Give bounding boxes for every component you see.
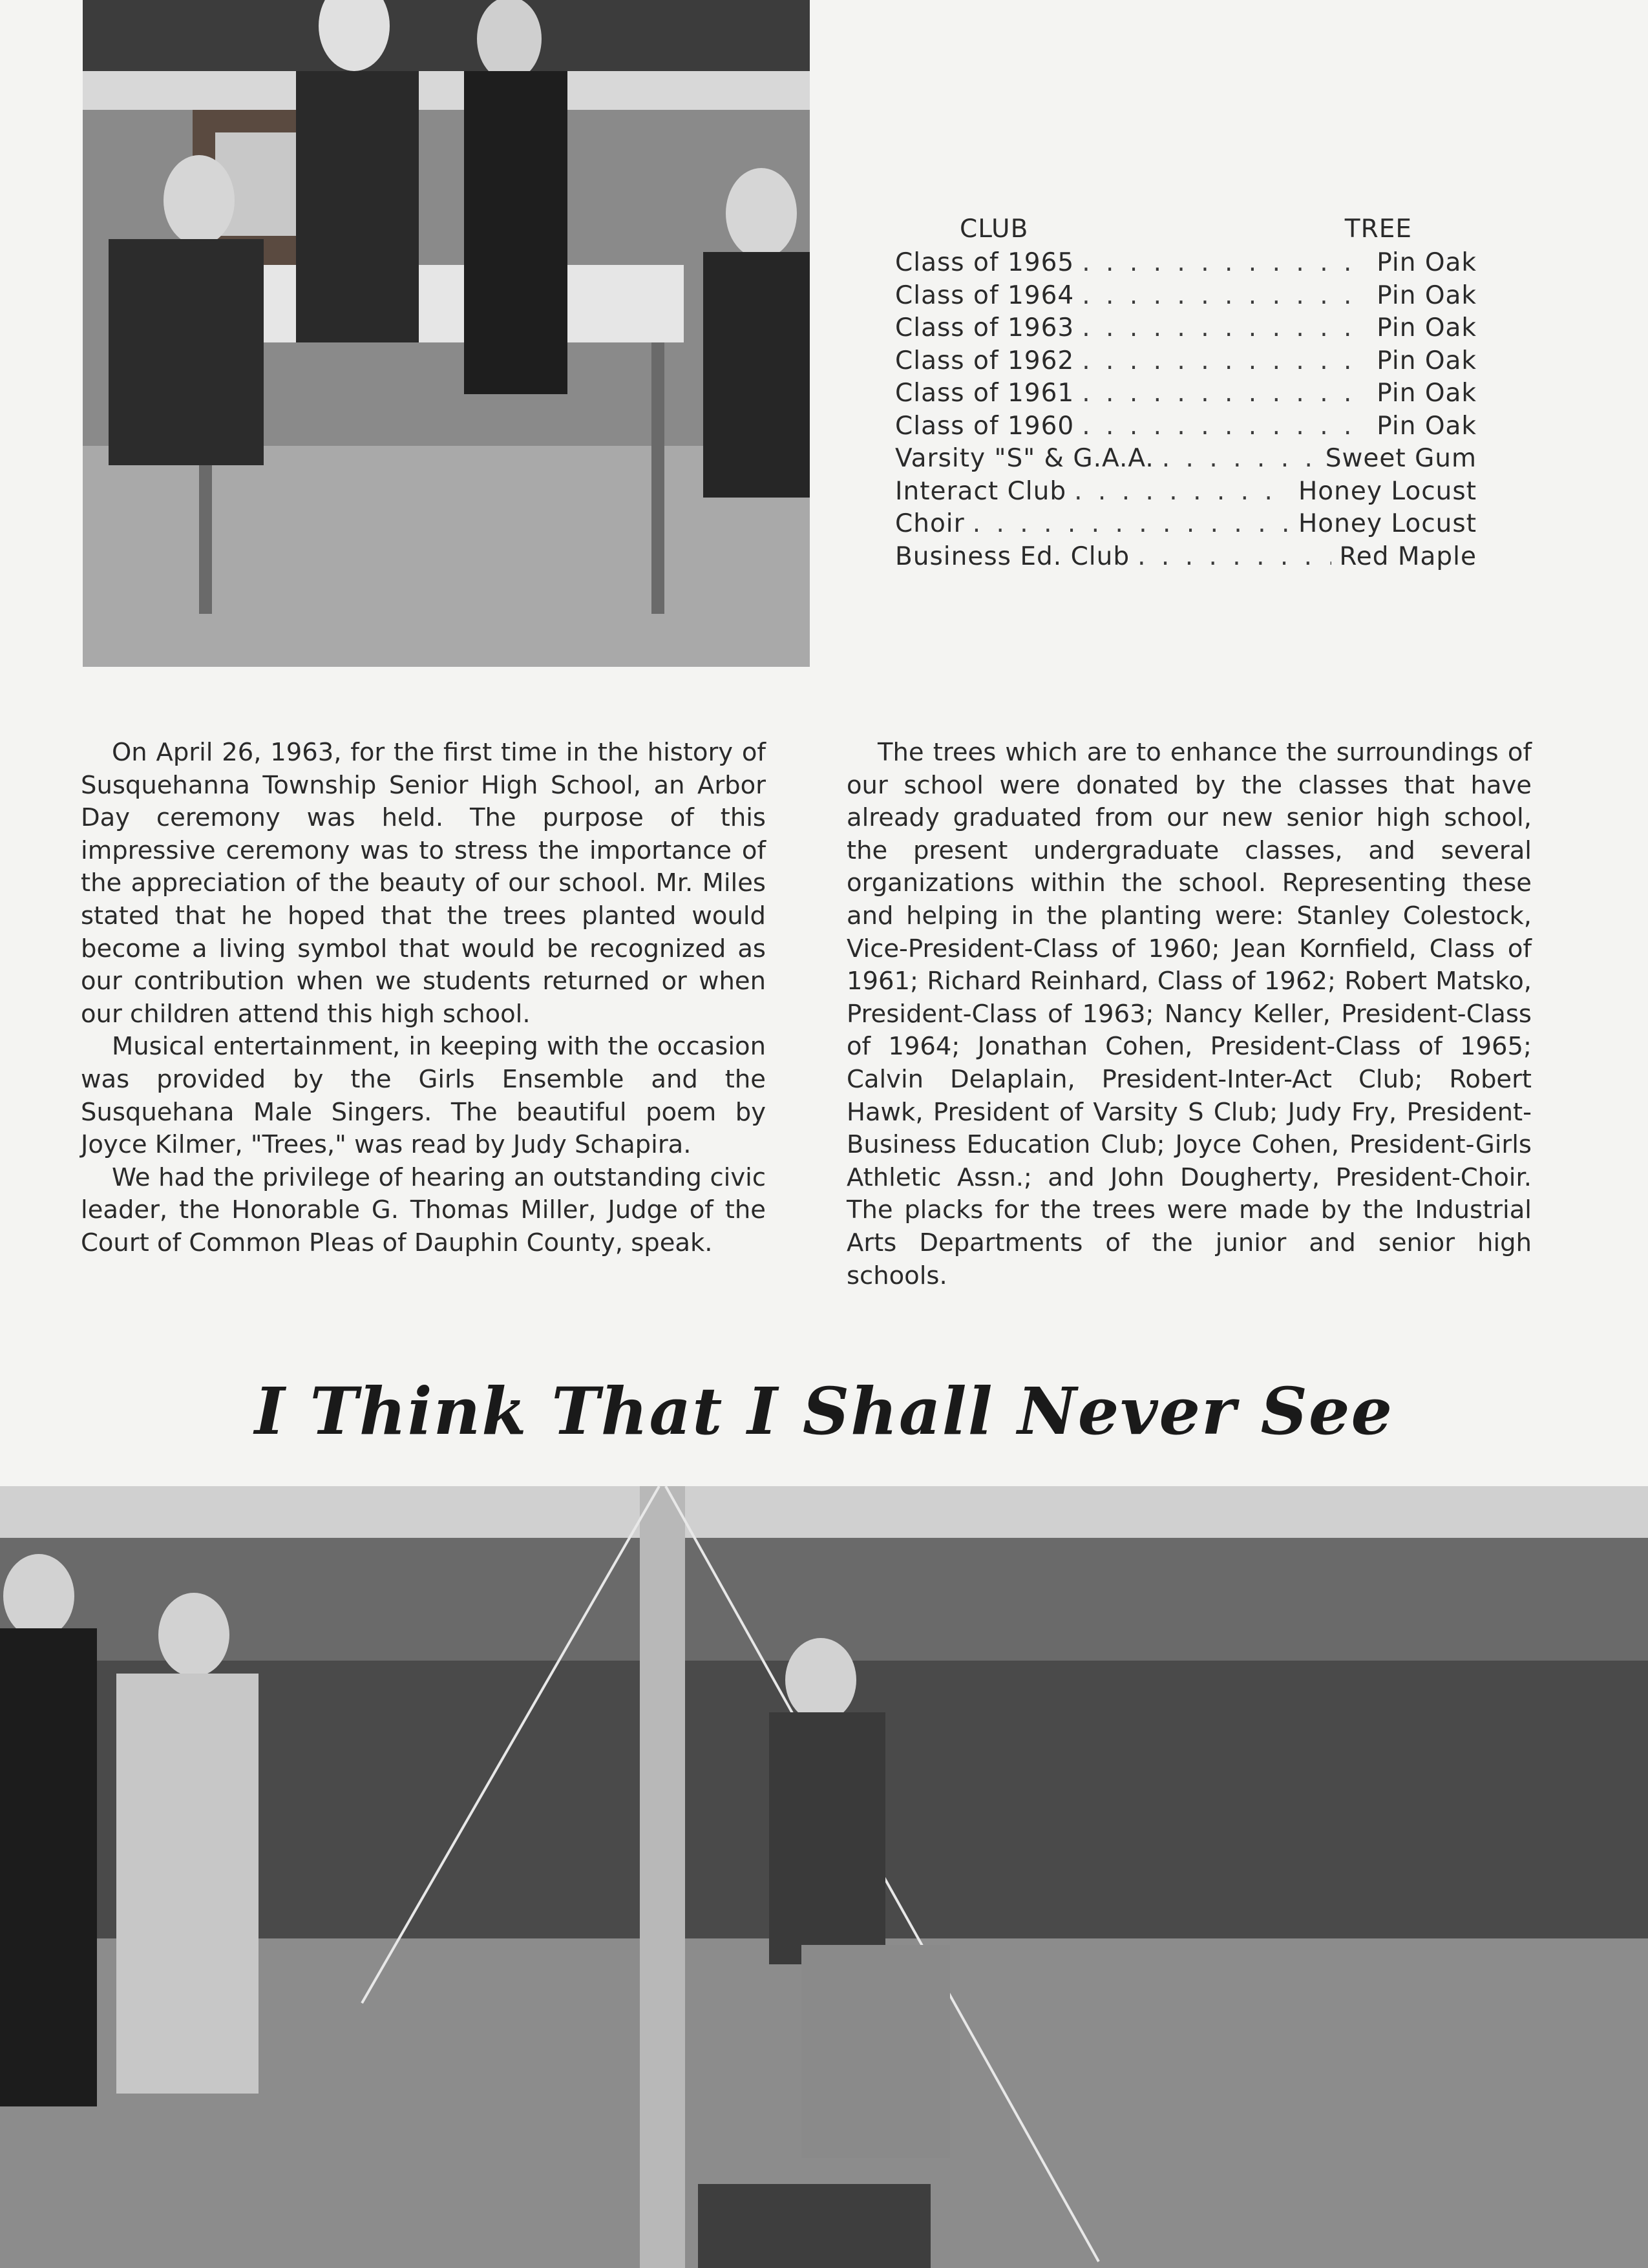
tree-name: Honey Locust <box>1298 509 1477 538</box>
photo-speakers-graphic <box>83 0 810 667</box>
article-paragraph: On April 26, 1963, for the first time in the history of Susquehanna Township Senior High School, an Arbor Day ceremony was held. The purpose of this impressive ceremony was to stress the importance of the appreciation of the beauty of our school. Mr. Miles stated that he hoped that the trees planted would become a living symbol that would be recognized as our contribution when we students returned or when our children attend this high school. <box>81 738 766 1029</box>
club-name: Business Ed. Club <box>895 541 1130 571</box>
club-name: Class of 1965 <box>895 248 1075 277</box>
article-paragraph: The trees which are to enhance the surroundings of our school were donated by the classes that have already graduated from our new senior high school, the present undergraduate classes, and several organizations within the school. Representing these and helping in the planting were: Stanley Colestock, Vice-President-Class of 1960; Jean Kornfield, Class of 1961; Richard Reinhard, Class of 1962; Robert Matsko, President-Class of 1963; Nancy Keller, President-Class of 1964; Jonathan Cohen, President-Class of 1965; Calvin Delaplain, President-Inter-Act Club; Robert Hawk, President of Varsity S Club; Judy Fry, President-Business Education Club; Joyce Cohen, President-Girls Athletic Assn.; and John Dougherty, President-Choir. The placks for the trees were made by the Industrial Arts Departments of the junior and senior high schools. <box>847 738 1532 1290</box>
club-name: Class of 1963 <box>895 313 1075 342</box>
club-name: Class of 1960 <box>895 411 1075 441</box>
photo-planting-graphic <box>0 1486 1648 2268</box>
tree-table-row <box>895 508 1477 541</box>
photo-girl-planting-tree <box>0 1486 1648 2268</box>
club-name: Class of 1964 <box>895 280 1075 310</box>
article-paragraph: Musical entertainment, in keeping with the occasion was provided by the Girls Ensemble and the Susquehana Male Singers. The beautiful poem by Joyce Kilmer, "Trees," was read by Judy Schapira. <box>81 1032 766 1160</box>
tree-name: Pin Oak <box>1377 313 1477 342</box>
dot-leader <box>1074 476 1291 509</box>
club-name: Interact Club <box>895 476 1067 506</box>
tree-table-row <box>895 443 1477 476</box>
dot-leader <box>1137 541 1331 574</box>
article-paragraph: We had the privilege of hearing an outstanding civic leader, the Honorable G. Thomas Miller, Judge of the Court of Common Pleas of Dauphin County, speak. <box>81 1162 766 1257</box>
tree-name: Honey Locust <box>1298 476 1477 506</box>
tree-table-row <box>895 247 1477 280</box>
dot-leader <box>973 508 1291 541</box>
tree-table-row <box>895 312 1477 345</box>
header-club: CLUB <box>960 215 1029 244</box>
tree-name: Pin Oak <box>1377 280 1477 310</box>
club-name: Class of 1962 <box>895 346 1075 375</box>
tree-table-rows <box>895 247 1477 573</box>
tree-table-row <box>895 280 1477 313</box>
headline: I Think That I Shall Never See <box>254 1373 1394 1449</box>
tree-name: Pin Oak <box>1377 379 1477 408</box>
article-left-column <box>81 737 766 1260</box>
tree-table-row <box>895 410 1477 443</box>
dot-leader <box>1082 312 1369 345</box>
tree-name: Sweet Gum <box>1325 444 1477 473</box>
header-tree: TREE <box>1344 215 1412 244</box>
dot-leader <box>1082 280 1369 313</box>
club-name: Varsity "S" & G.A.A. <box>895 444 1154 473</box>
tree-table-row <box>895 541 1477 574</box>
tree-name: Pin Oak <box>1377 346 1477 375</box>
dot-leader <box>1082 345 1369 378</box>
tree-table-row <box>895 345 1477 378</box>
tree-table-row <box>895 476 1477 509</box>
club-name: Choir <box>895 509 965 538</box>
tree-table-header <box>895 213 1477 247</box>
dot-leader <box>1082 247 1369 280</box>
photo-speakers-at-podium <box>83 0 810 667</box>
tree-name: Pin Oak <box>1377 248 1477 277</box>
dot-leader <box>1082 410 1369 443</box>
tree-name: Red Maple <box>1339 541 1477 571</box>
tree-name: Pin Oak <box>1377 411 1477 441</box>
club-name: Class of 1961 <box>895 379 1075 408</box>
tree-table <box>895 213 1477 573</box>
dot-leader <box>1162 443 1318 476</box>
article-right-column <box>847 737 1532 1292</box>
dot-leader <box>1082 377 1369 410</box>
tree-table-row <box>895 377 1477 410</box>
